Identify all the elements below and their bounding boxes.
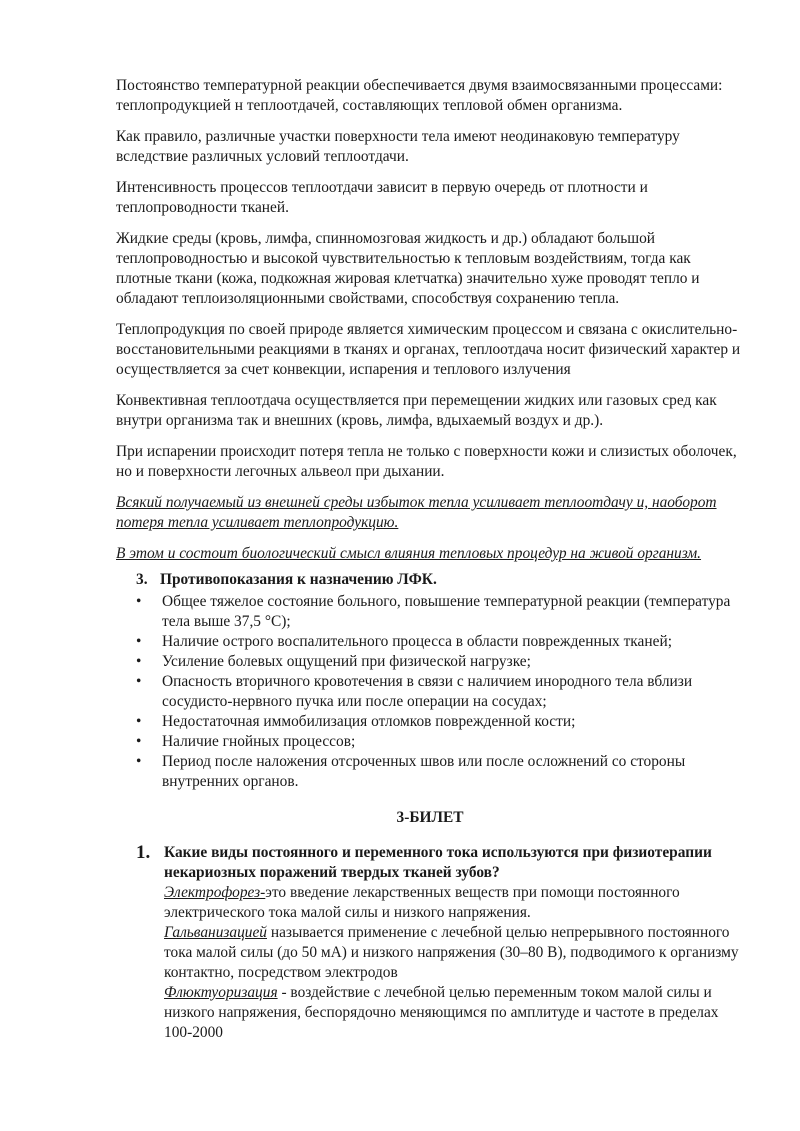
- paragraph-heat-loss-intensity: Интенсивность процессов теплоотдачи зависит в первую очередь от плотности и теплопроводности тканей.: [116, 179, 648, 216]
- list-item: [116, 672, 744, 712]
- ticket-title: 3-БИЛЕТ: [396, 809, 464, 826]
- emphasis-excess-heat: Всякий получаемый из внешней среды избыток тепла усиливает теплоотдачу и, наоборот потеря тепла усиливает теплопродукцию.: [116, 494, 717, 531]
- definition-text: называется применение с лечебной целью непрерывного постоянного тока малой силы (до 50 мА) и низкого напряжения (30–80 В), подводимого к организму контактно, посредством электродов: [164, 924, 739, 981]
- section-number: 3.: [136, 571, 148, 588]
- paragraph-liquid-media: Жидкие среды (кровь, лимфа, спинномозговая жидкость и др.) обладают большой теплопроводностью и высокой чувствительностью к тепловым воздействиям, тогда как плотные ткани (кожа, подкожная жировая клетчатка) значительно хуже проводят тепло и обладают теплоизоляционными свойствами, способствуя сохранению тепла.: [116, 230, 700, 307]
- list-item-text: Усиление болевых ощущений при физической нагрузке;: [162, 653, 531, 670]
- question-body: [164, 843, 744, 1043]
- question-block: [116, 843, 744, 1043]
- definition-electrophoresis: [164, 883, 744, 923]
- definition-text: - воздействие с лечебной целью переменным током малой силы и низкого напряжения, беспорядочно меняющимся по амплитуде и частоте в пределах 100-2000: [164, 984, 719, 1041]
- bullet-icon: •: [136, 633, 142, 650]
- bullet-icon: •: [136, 673, 142, 690]
- paragraph-evaporation: При испарении происходит потеря тепла не только с поверхности кожи и слизистых оболочек, но и поверхности легочных альвеол при дыхании.: [116, 443, 737, 480]
- question-number: 1.: [136, 842, 151, 863]
- list-item-text: Период после наложения отсроченных швов или после осложнений со стороны внутренних органов.: [162, 753, 686, 790]
- section-title: Противопоказания к назначению ЛФК.: [160, 571, 437, 588]
- definition-term: Гальванизацией: [164, 924, 267, 941]
- list-item: [116, 752, 744, 792]
- list-item: [116, 652, 744, 672]
- list-item-text: Общее тяжелое состояние больного, повышение температурной реакции (температура тела выше 37,5 °С);: [162, 593, 731, 630]
- paragraph-convective-heat-loss: Конвективная теплоотдача осуществляется при перемещении жидких или газовых сред как внутри организма так и внешних (кровь, лимфа, вдыхаемый воздух и др.).: [116, 392, 717, 429]
- definition-text: это введение лекарственных веществ при помощи постоянного электрического тока малой силы и низкого напряжения.: [164, 884, 680, 921]
- bullet-icon: •: [136, 753, 142, 770]
- list-item: [116, 632, 744, 652]
- bullet-icon: •: [136, 593, 142, 610]
- paragraph-thermal-constancy: Постоянство температурной реакции обеспечивается двумя взаимосвязанными процессами: теплопродукцией н теплоотдачей, составляющих тепловой обмен организма.: [116, 77, 723, 114]
- list-item-text: Наличие гнойных процессов;: [162, 733, 356, 750]
- paragraph-heat-production: Теплопродукция по своей природе является химическим процессом и связана с окислительно-восстановительными реакциями в тканях и органах, теплоотдача носит физический характер и осуществляется за счет конвекции, испарения и теплового излучения: [116, 321, 741, 378]
- bullet-icon: •: [136, 733, 142, 750]
- list-item-text: Опасность вторичного кровотечения в связи с наличием инородного тела вблизи сосудисто-нервного пучка или после операции на сосудах;: [162, 673, 693, 710]
- emphasis-biological-meaning: В этом и состоит биологический смысл влияния тепловых процедур на живой организм.: [116, 545, 702, 562]
- contraindications-list: [116, 592, 744, 792]
- document-page: [116, 76, 744, 1043]
- question-title: Какие виды постоянного и переменного тока используются при физиотерапии некариозных поражений твердых тканей зубов?: [164, 844, 712, 881]
- list-item-text: Недостаточная иммобилизация отломков поврежденной кости;: [162, 713, 576, 730]
- definition-term: Электрофорез-: [164, 884, 266, 901]
- paragraph-surface-temperature: Как правило, различные участки поверхности тела имеют неодинаковую температуру вследствие различных условий теплоотдачи.: [116, 128, 680, 165]
- list-item: [116, 712, 744, 732]
- bullet-icon: •: [136, 713, 142, 730]
- list-item: [116, 592, 744, 632]
- bullet-icon: •: [136, 653, 142, 670]
- definition-galvanization: [164, 923, 744, 983]
- definition-fluctuorization: [164, 983, 744, 1043]
- definition-term: Флюктуоризация: [164, 984, 278, 1001]
- list-item: [116, 732, 744, 752]
- list-item-text: Наличие острого воспалительного процесса в области поврежденных тканей;: [162, 633, 672, 650]
- section-contraindications-heading: [116, 570, 744, 590]
